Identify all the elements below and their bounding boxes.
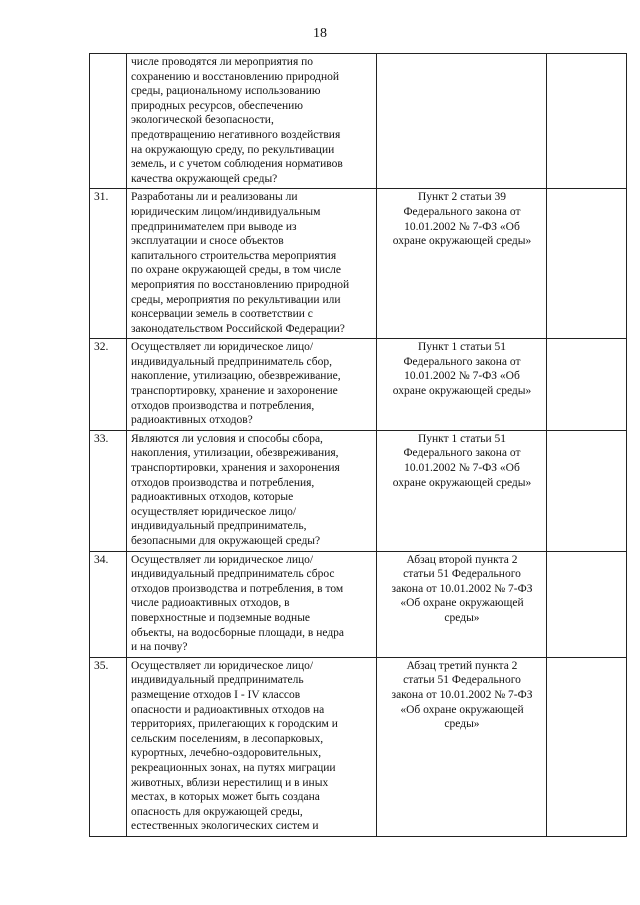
question-text: Осуществляет ли юридическое лицо/ индивидуальный предприниматель размещение отходов I - IV классов опасности и радиоактивных отходов на территориях, прилегающих к городским и сельским поселениям, в лесопарковых, курортных, лечебно-оздоровительных, рекреационных зонах, на путях миграции животных, вблизи нерестилищ и в иных местах, в которых может быть создана опасность для окружающей среды, естественных экологических систем и [127,657,377,836]
legal-reference [377,54,547,189]
page-number: 18 [313,26,327,41]
answer-cell [547,430,627,551]
legal-reference: Абзац второй пункта 2 статьи 51 Федерального закона от 10.01.2002 № 7-ФЗ «Об охране окружающей среды» [377,551,547,657]
table-row [90,54,627,189]
row-number: 34. [90,551,127,657]
answer-cell [547,189,627,339]
row-number: 32. [90,339,127,431]
question-text: Осуществляет ли юридическое лицо/ индивидуальный предприниматель сбор, накопление, утилизацию, обезвреживание, транспортировку, хранение и захоронение отходов производства и потребления, радиоактивных отходов? [127,339,377,431]
row-number: 35. [90,657,127,836]
question-text: числе проводятся ли мероприятия по сохранению и восстановлению природной среды, рациональному использованию природных ресурсов, обеспечению экологической безопасности, предотвращению негативного воздействия на окружающую среду, по рекультивации земель, и с учетом соблюдения нормативов качества окружающей среды? [127,54,377,189]
question-text: Осуществляет ли юридическое лицо/ индивидуальный предприниматель сброс отходов производства и потребления, в том числе радиоактивных отходов, в поверхностные и подземные водные объекты, на водосборные площади, в недра и на почву? [127,551,377,657]
answer-cell [547,551,627,657]
legal-reference: Пункт 1 статьи 51 Федерального закона от 10.01.2002 № 7-ФЗ «Об охране окружающей среды» [377,430,547,551]
row-number [90,54,127,189]
table-row [90,339,627,431]
answer-cell [547,54,627,189]
question-text: Разработаны ли и реализованы ли юридическим лицом/индивидуальным предпринимателем при выводе из эксплуатации и сносе объектов капитального строительства мероприятия по охране окружающей среды, в том числе мероприятия по восстановлению природной среды, мероприятия по рекультивации или консервации земель в соответствии с законодательством Российской Федерации? [127,189,377,339]
answer-cell [547,657,627,836]
table-row [90,657,627,836]
row-number: 33. [90,430,127,551]
row-number: 31. [90,189,127,339]
table-row [90,551,627,657]
table-row [90,430,627,551]
legal-reference: Пункт 1 статьи 51 Федерального закона от 10.01.2002 № 7-ФЗ «Об охране окружающей среды» [377,339,547,431]
legal-reference: Пункт 2 статьи 39 Федерального закона от 10.01.2002 № 7-ФЗ «Об охране окружающей среды» [377,189,547,339]
legal-reference: Абзац третий пункта 2 статьи 51 Федерального закона от 10.01.2002 № 7-ФЗ «Об охране окружающей среды» [377,657,547,836]
answer-cell [547,339,627,431]
question-text: Являются ли условия и способы сбора, накопления, утилизации, обезвреживания, транспортировки, хранения и захоронения отходов производства и потребления, радиоактивных отходов, которые осуществляет юридическое лицо/ индивидуальный предприниматель, безопасными для окружающей среды? [127,430,377,551]
checklist-table [89,53,627,837]
table-row [90,189,627,339]
